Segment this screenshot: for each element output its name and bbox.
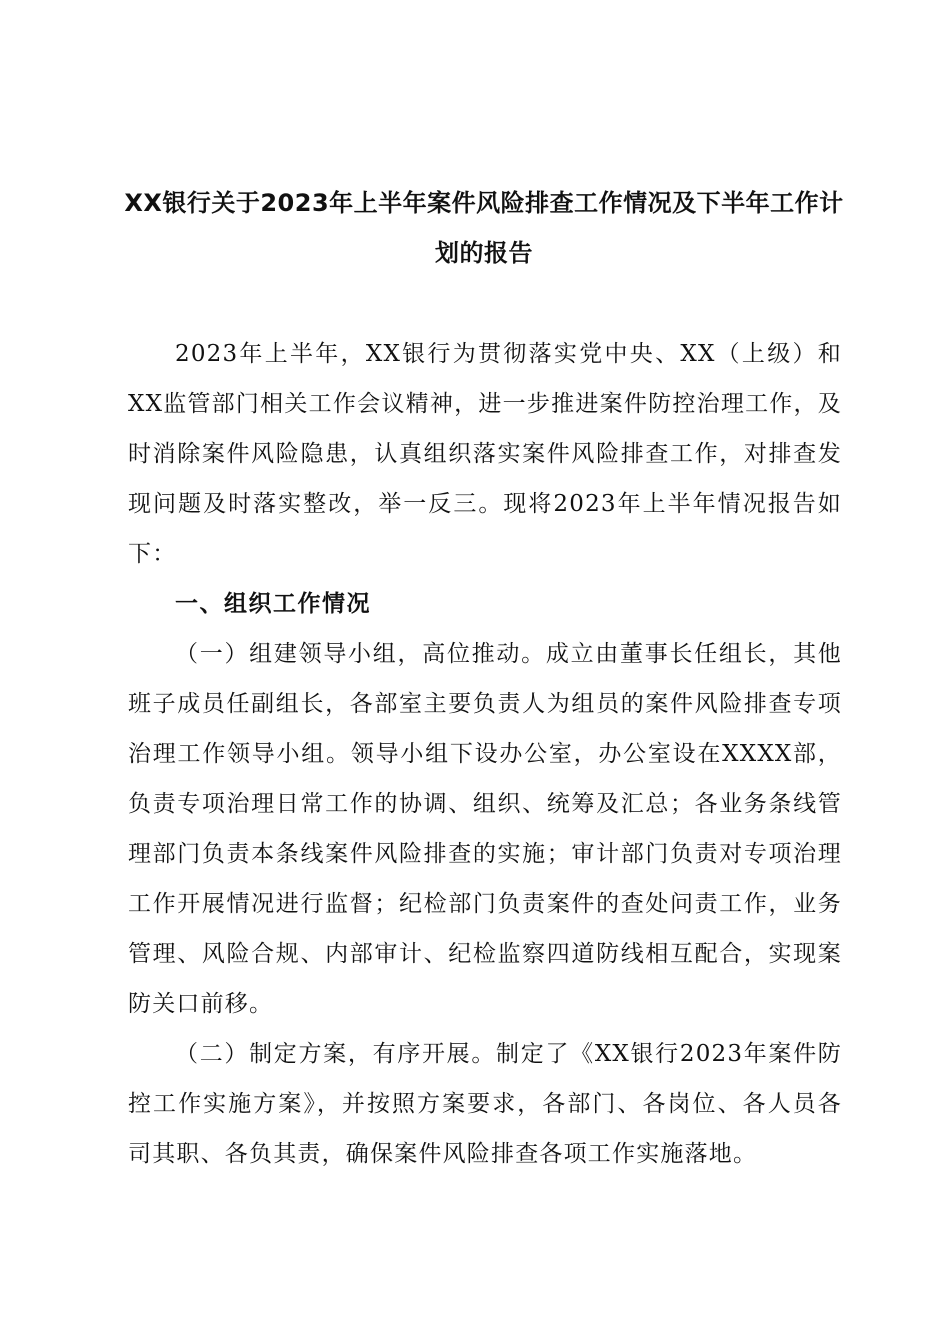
section-paragraph-2: （二）制定方案，有序开展。制定了《XX银行2023年案件防控工作实施方案》，并按照方案要求，各部门、各岗位、各人员各司其职、各负其责，确保案件风险排查各项工作实施落地。 bbox=[128, 1041, 842, 1167]
intro-paragraph: 2023年上半年，XX银行为贯彻落实党中央、XX（上级）和XX监管部门相关工作会议精神，进一步推进案件防控治理工作，及时消除案件风险隐患，认真组织落实案件风险排查工作，对排查发现问题及时落实整改，举一反三。现将2023年上半年情况报告如下： bbox=[128, 341, 842, 567]
section-heading: 一、组织工作情况 bbox=[175, 591, 371, 617]
section-paragraph-1: （一）组建领导小组，高位推动。成立由董事长任组长，其他班子成员任副组长，各部室主要负责人为组员的案件风险排查专项治理工作领导小组。领导小组下设办公室，办公室设在XXXX部，负责专项治理日常工作的协调、组织、统筹及汇总；各业务条线管理部门负责本条线案件风险排查的实施；审计部门负责对专项治理工作开展情况进行监督；纪检部门负责案件的查处问责工作，业务管理、风险合规、内部审计、纪检监察四道防线相互配合，实现案防关口前移。 bbox=[128, 641, 842, 1017]
document-title: XX银行关于2023年上半年案件风险排查工作情况及下半年工作计划的报告 bbox=[124, 189, 844, 267]
document-body bbox=[128, 329, 842, 1179]
